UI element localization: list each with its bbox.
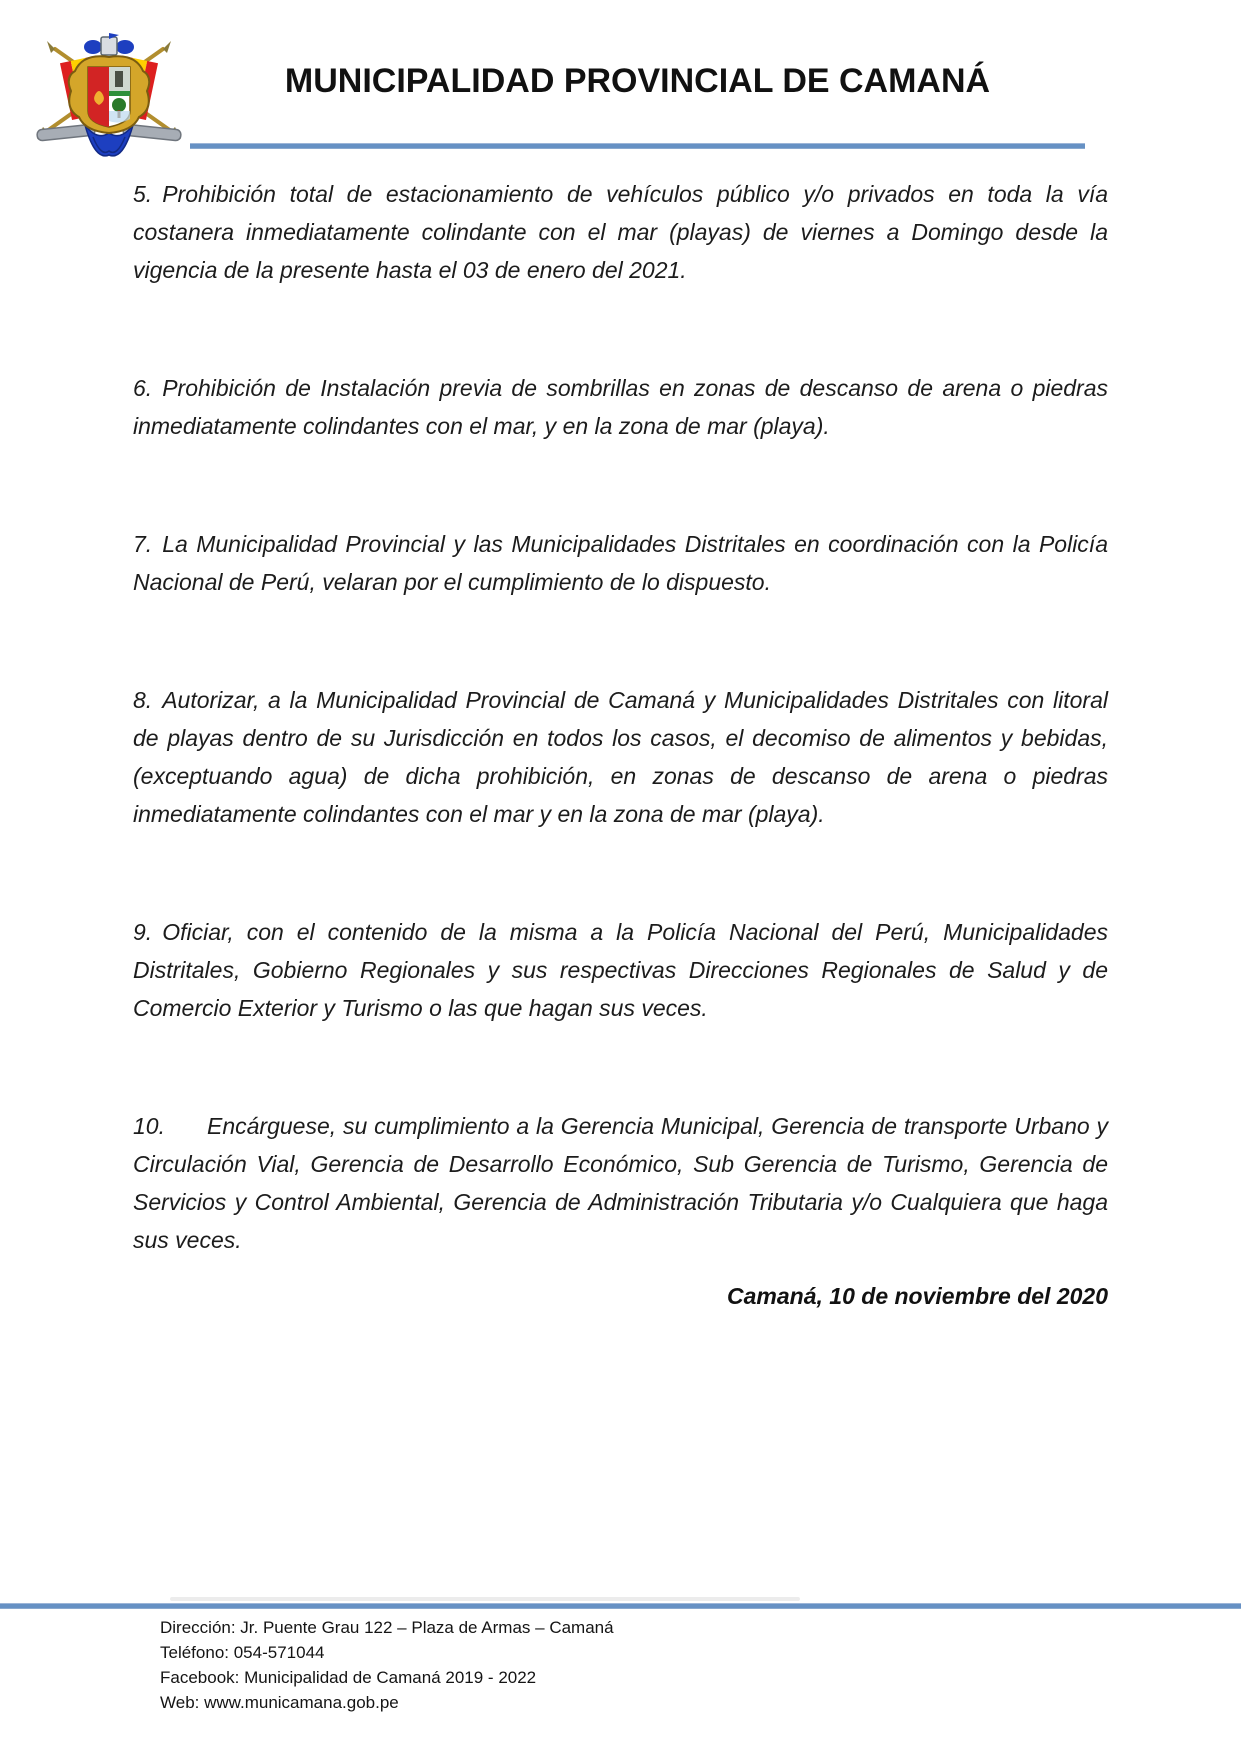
item-number: 8. (133, 687, 153, 713)
coat-of-arms-icon (35, 33, 183, 161)
page-footer (0, 1594, 1241, 1754)
item-number: 5. (133, 181, 153, 207)
footer-contact-block (160, 1615, 614, 1715)
ordinance-item-5 (133, 175, 1108, 289)
ordinance-item-6 (133, 369, 1108, 445)
footer-web: Web: www.municamana.gob.pe (160, 1693, 399, 1712)
footer-smudge-line (170, 1597, 800, 1601)
item-text: Autorizar, a la Municipalidad Provincial de Camaná y Municipalidades Distritales con litoral de playas dentro de su Jurisdicción en todos los casos, el decomiso de alimentos y bebidas, (exceptuando agua) de dicha prohibición, en zonas de descanso de arena o piedras inmediatamente colindantes con el mar y en la zona de mar (playa). (133, 687, 1108, 827)
item-text: Prohibición total de estacionamiento de vehículos público y/o privados en toda la vía costanera inmediatamente colindante con el mar (playas) de viernes a Domingo desde la vigencia de la presente hasta el 03 de enero del 2021. (133, 181, 1108, 283)
ordinance-item-7 (133, 525, 1108, 601)
municipality-coat-of-arms-logo (35, 33, 183, 161)
item-text: Oficiar, con el contenido de la misma a la Policía Nacional del Perú, Municipalidades Distritales, Gobierno Regionales y sus respectivas Direcciones Regionales de Salud y de Comercio Exterior y Turismo o las que hagan sus veces. (133, 919, 1108, 1021)
footer-phone: Teléfono: 054-571044 (160, 1643, 325, 1662)
document-body (133, 149, 1108, 1315)
item-number: 9. (133, 919, 153, 945)
item-number: 10. (133, 1113, 165, 1139)
page-title: MUNICIPALIDAD PROVINCIAL DE CAMANÁ (284, 62, 991, 100)
ordinance-item-8 (133, 681, 1108, 833)
page-header (0, 0, 1241, 160)
footer-facebook: Facebook: Municipalidad de Camaná 2019 - 2022 (160, 1668, 537, 1687)
dateline: Camaná, 10 de noviembre del 2020 (727, 1283, 1108, 1309)
ordinance-item-9 (133, 913, 1108, 1027)
item-text: Prohibición de Instalación previa de sombrillas en zonas de descanso de arena o piedras inmediatamente colindantes con el mar, y en la zona de mar (playa). (133, 375, 1108, 439)
footer-address: Dirección: Jr. Puente Grau 122 – Plaza de Armas – Camaná (160, 1618, 614, 1637)
item-text: La Municipalidad Provincial y las Municipalidades Distritales en coordinación con la Policía Nacional de Perú, velaran por el cumplimiento de lo dispuesto. (133, 531, 1108, 595)
footer-divider-line (0, 1603, 1241, 1609)
ordinance-item-10 (133, 1107, 1108, 1259)
item-number: 7. (133, 531, 153, 557)
item-text: Encárguese, su cumplimiento a la Gerencia Municipal, Gerencia de transporte Urbano y Circulación Vial, Gerencia de Desarrollo Económico, Sub Gerencia de Turismo, Gerencia de Servicios y Control Ambiental, Gerencia de Administración Tributaria y/o Cualquiera que haga sus veces. (133, 1113, 1108, 1253)
item-number: 6. (133, 375, 153, 401)
